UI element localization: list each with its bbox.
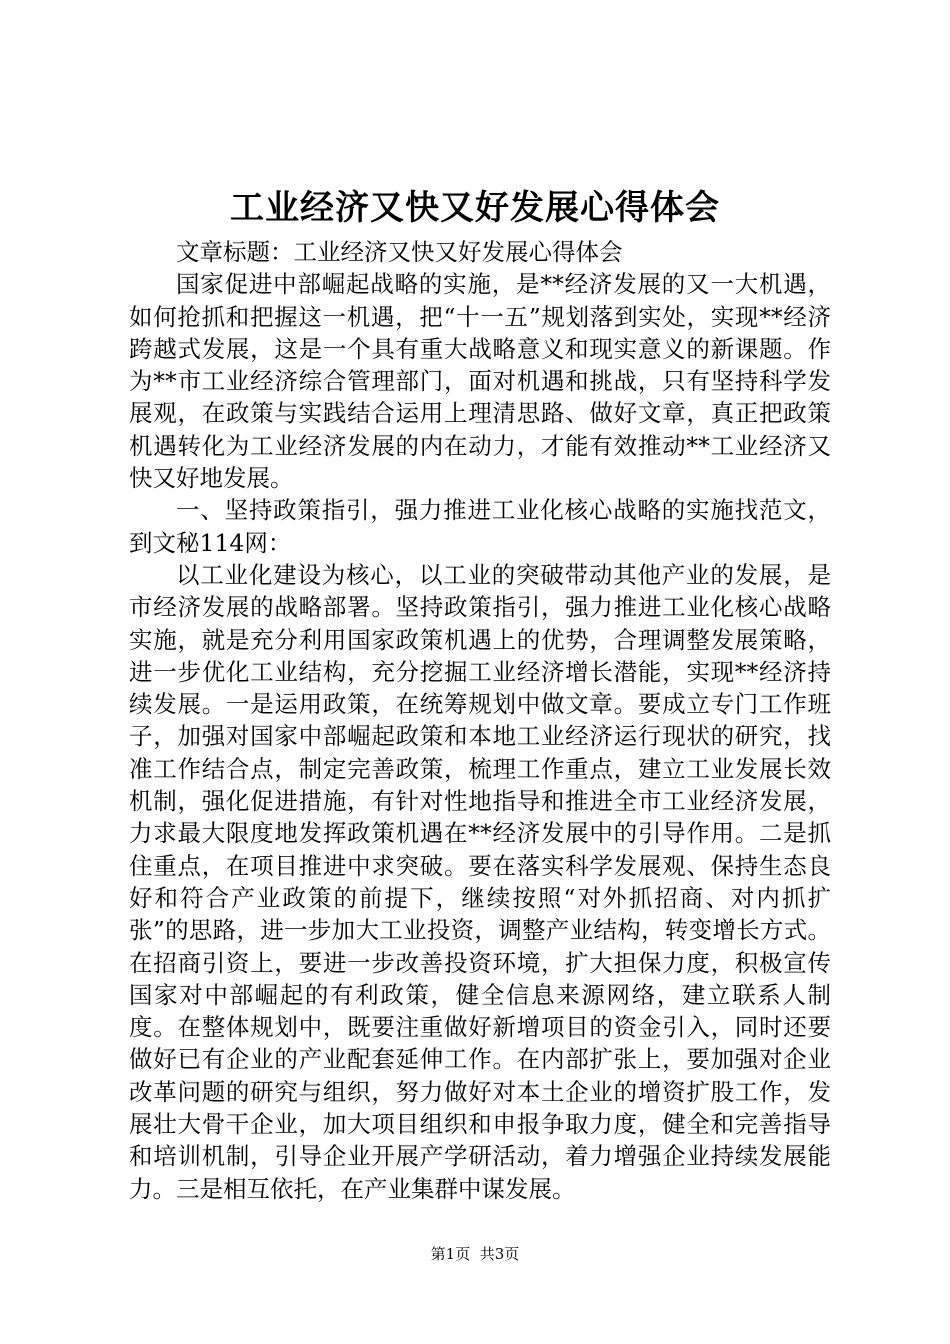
paragraph-article-title: 文章标题：工业经济又快又好发展心得体会 (176, 238, 623, 266)
document-body (129, 236, 831, 1205)
page-footer (0, 1244, 950, 1264)
section-heading-1: 一、坚持政策指引，强力推进工业化核心战略的实施找范文，到文秘114网： (129, 496, 831, 557)
document-title: 工业经济又快又好发展心得体会 (230, 188, 720, 228)
page-number: 第1页 (430, 1245, 471, 1263)
paragraph-intro: 国家促进中部崛起战略的实施，是**经济发展的又一大机遇，如何抢抓和把握这一机遇，把“十一五”规划落到实处，实现**经济跨越式发展，这是一个具有重大战略意义和现实意义的新课题。作为**市工业经济综合管理部门，面对机遇和挑战，只有坚持科学发展观，在政策与实践结合运用上理清思路、做好文章，真正把政策机遇转化为工业经济发展的内在动力，才能有效推动**工业经济又快又好地发展。 (129, 270, 831, 493)
page-total: 共3页 (479, 1245, 520, 1263)
paragraph-section-1: 以工业化建设为核心，以工业的突破带动其他产业的发展，是市经济发展的战略部署。坚持政策指引，强力推进工业化核心战略实施，就是充分利用国家政策机遇上的优势，合理调整发展策略，进一步优化工业结构，充分挖掘工业经济增长潜能，实现**经济持续发展。一是运用政策，在统筹规划中做文章。要成立专门工作班子，加强对国家中部崛起政策和本地工业经济运行现状的研究，找准工作结合点，制定完善政策，梳理工作重点，建立工业发展长效机制，强化促进措施，有针对性地指导和推进全市工业经济发展，力求最大限度地发挥政策机遇在**经济发展中的引导作用。二是抓住重点，在项目推进中求突破。要在落实科学发展观、保持生态良好和符合产业政策的前提下，继续按照“对外抓招商、对内抓扩张”的思路，进一步加大工业投资，调整产业结构，转变增长方式。在招商引资上，要进一步改善投资环境，扩大担保力度，积极宣传国家对中部崛起的有利政策，健全信息来源网络，建立联系人制度。在整体规划中，既要注重做好新增项目的资金引入，同时还要做好已有企业的产业配套延伸工作。在内部扩张上，要加强对企业改革问题的研究与组织，努力做好对本土企业的增资扩股工作，发展壮大骨干企业，加大项目组织和申报争取力度，健全和完善指导和培训机制，引导企业开展产学研活动，着力增强企业持续发展能力。三是相互依托，在产业集群中谋发展。 (129, 560, 831, 1203)
